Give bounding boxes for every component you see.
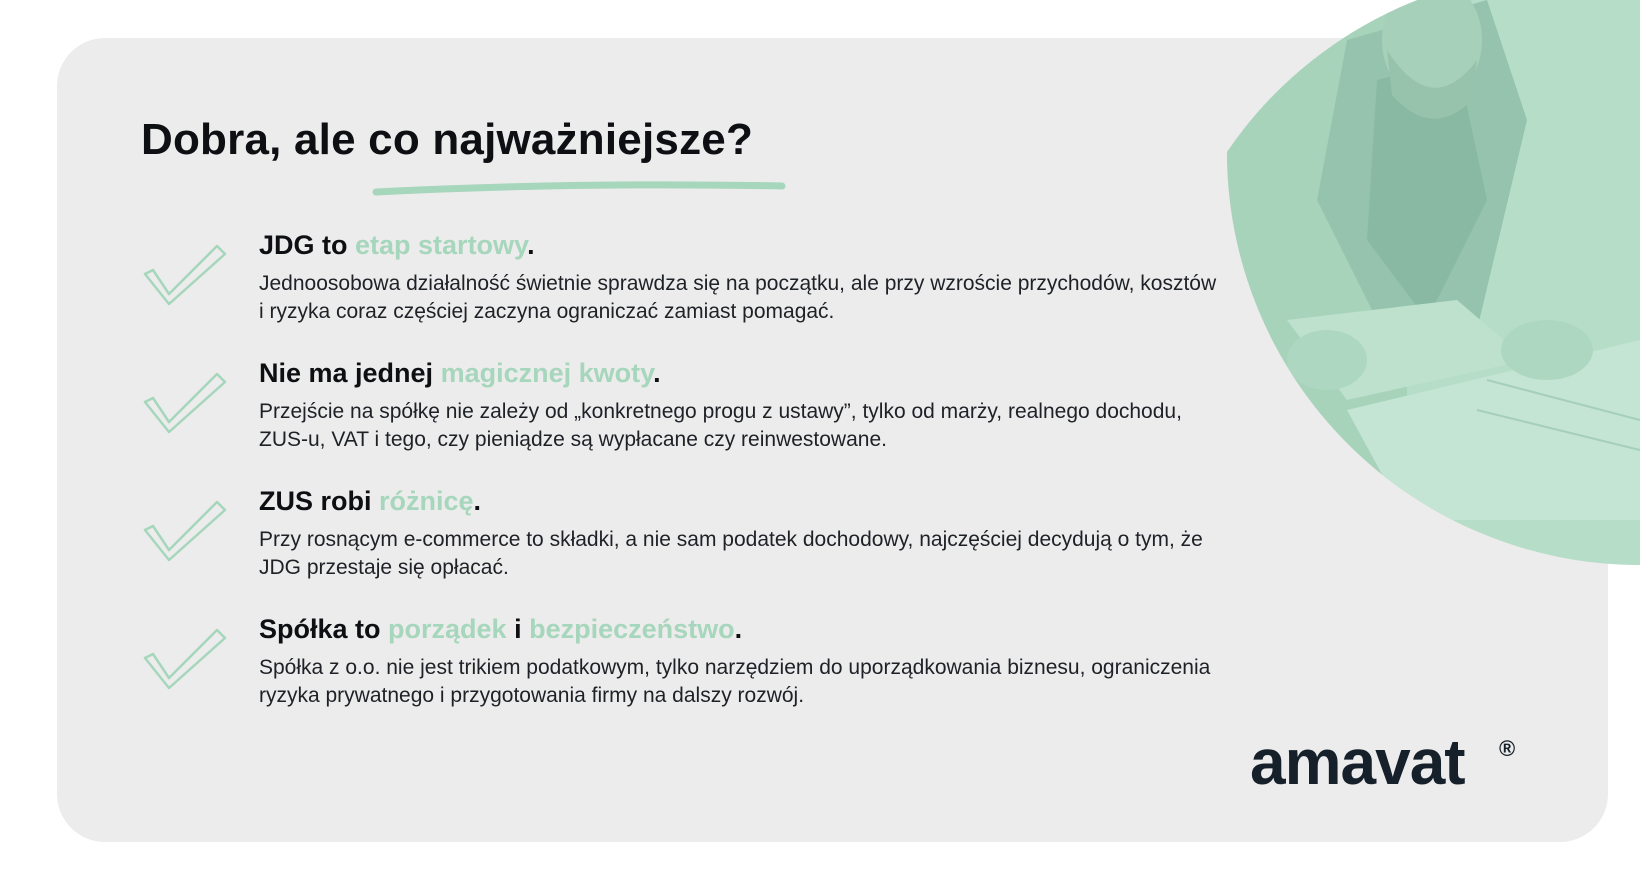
item-description: Przy rosnącym e-commerce to składki, a nie sam podatek dochodowy, najczęściej decydują o tym, że JDG przestaje się opłacać. — [259, 528, 1203, 579]
list-item — [141, 230, 1217, 350]
title-underline-decoration — [372, 174, 788, 198]
item-heading — [259, 486, 481, 517]
item-description: Przejście na spółkę nie zależy od „konkretnego progu z ustawy”, tylko od marży, realnego dochodu, ZUS-u, VAT i tego, czy pieniądze są wypłacane czy reinwestowane. — [259, 400, 1182, 451]
businessman-photo — [1227, 0, 1640, 565]
item-heading-text: JDG to — [259, 230, 356, 260]
item-heading-text: . — [734, 614, 743, 644]
item-heading-text: ZUS robi — [259, 486, 379, 516]
item-heading-text: Nie ma jednej — [259, 358, 441, 388]
item-heading — [259, 358, 661, 389]
list-item — [141, 486, 1201, 606]
item-heading-text: . — [527, 230, 535, 260]
item-heading-highlight: bezpieczeństwo — [529, 614, 735, 644]
item-heading — [259, 230, 535, 261]
checkmark-icon — [141, 498, 229, 562]
list-item — [141, 358, 1201, 478]
checkmark-icon — [141, 242, 229, 306]
registered-mark: ® — [1499, 736, 1516, 761]
page-title: Dobra, ale co najważniejsze? — [141, 115, 754, 164]
item-heading-text: i — [506, 614, 530, 644]
item-heading-text: Spółka to — [259, 614, 389, 644]
amavat-logo: amavat — [1250, 726, 1465, 798]
item-heading-text: . — [653, 358, 661, 388]
item-heading-highlight: magicznej kwoty — [440, 358, 654, 388]
item-heading-highlight: etap startowy — [355, 230, 528, 260]
checkmark-icon — [141, 626, 229, 690]
item-heading-highlight: różnicę — [379, 486, 474, 516]
checkmark-icon — [141, 370, 229, 434]
item-description: Spółka z o.o. nie jest trikiem podatkowym, tylko narzędziem do uporządkowania biznesu, ograniczenia ryzyka prywatnego i przygotowania firmy na dalszy rozwój. — [259, 656, 1211, 707]
list-item — [141, 614, 1211, 734]
item-description: Jednoosobowa działalność świetnie sprawdza się na początku, ale przy wzroście przychodów, kosztów i ryzyka coraz częściej zaczyna ograniczać zamiast pomagać. — [259, 272, 1217, 323]
item-heading-text: . — [473, 486, 482, 516]
item-heading-highlight: porządek — [388, 614, 507, 644]
item-heading — [259, 614, 742, 645]
